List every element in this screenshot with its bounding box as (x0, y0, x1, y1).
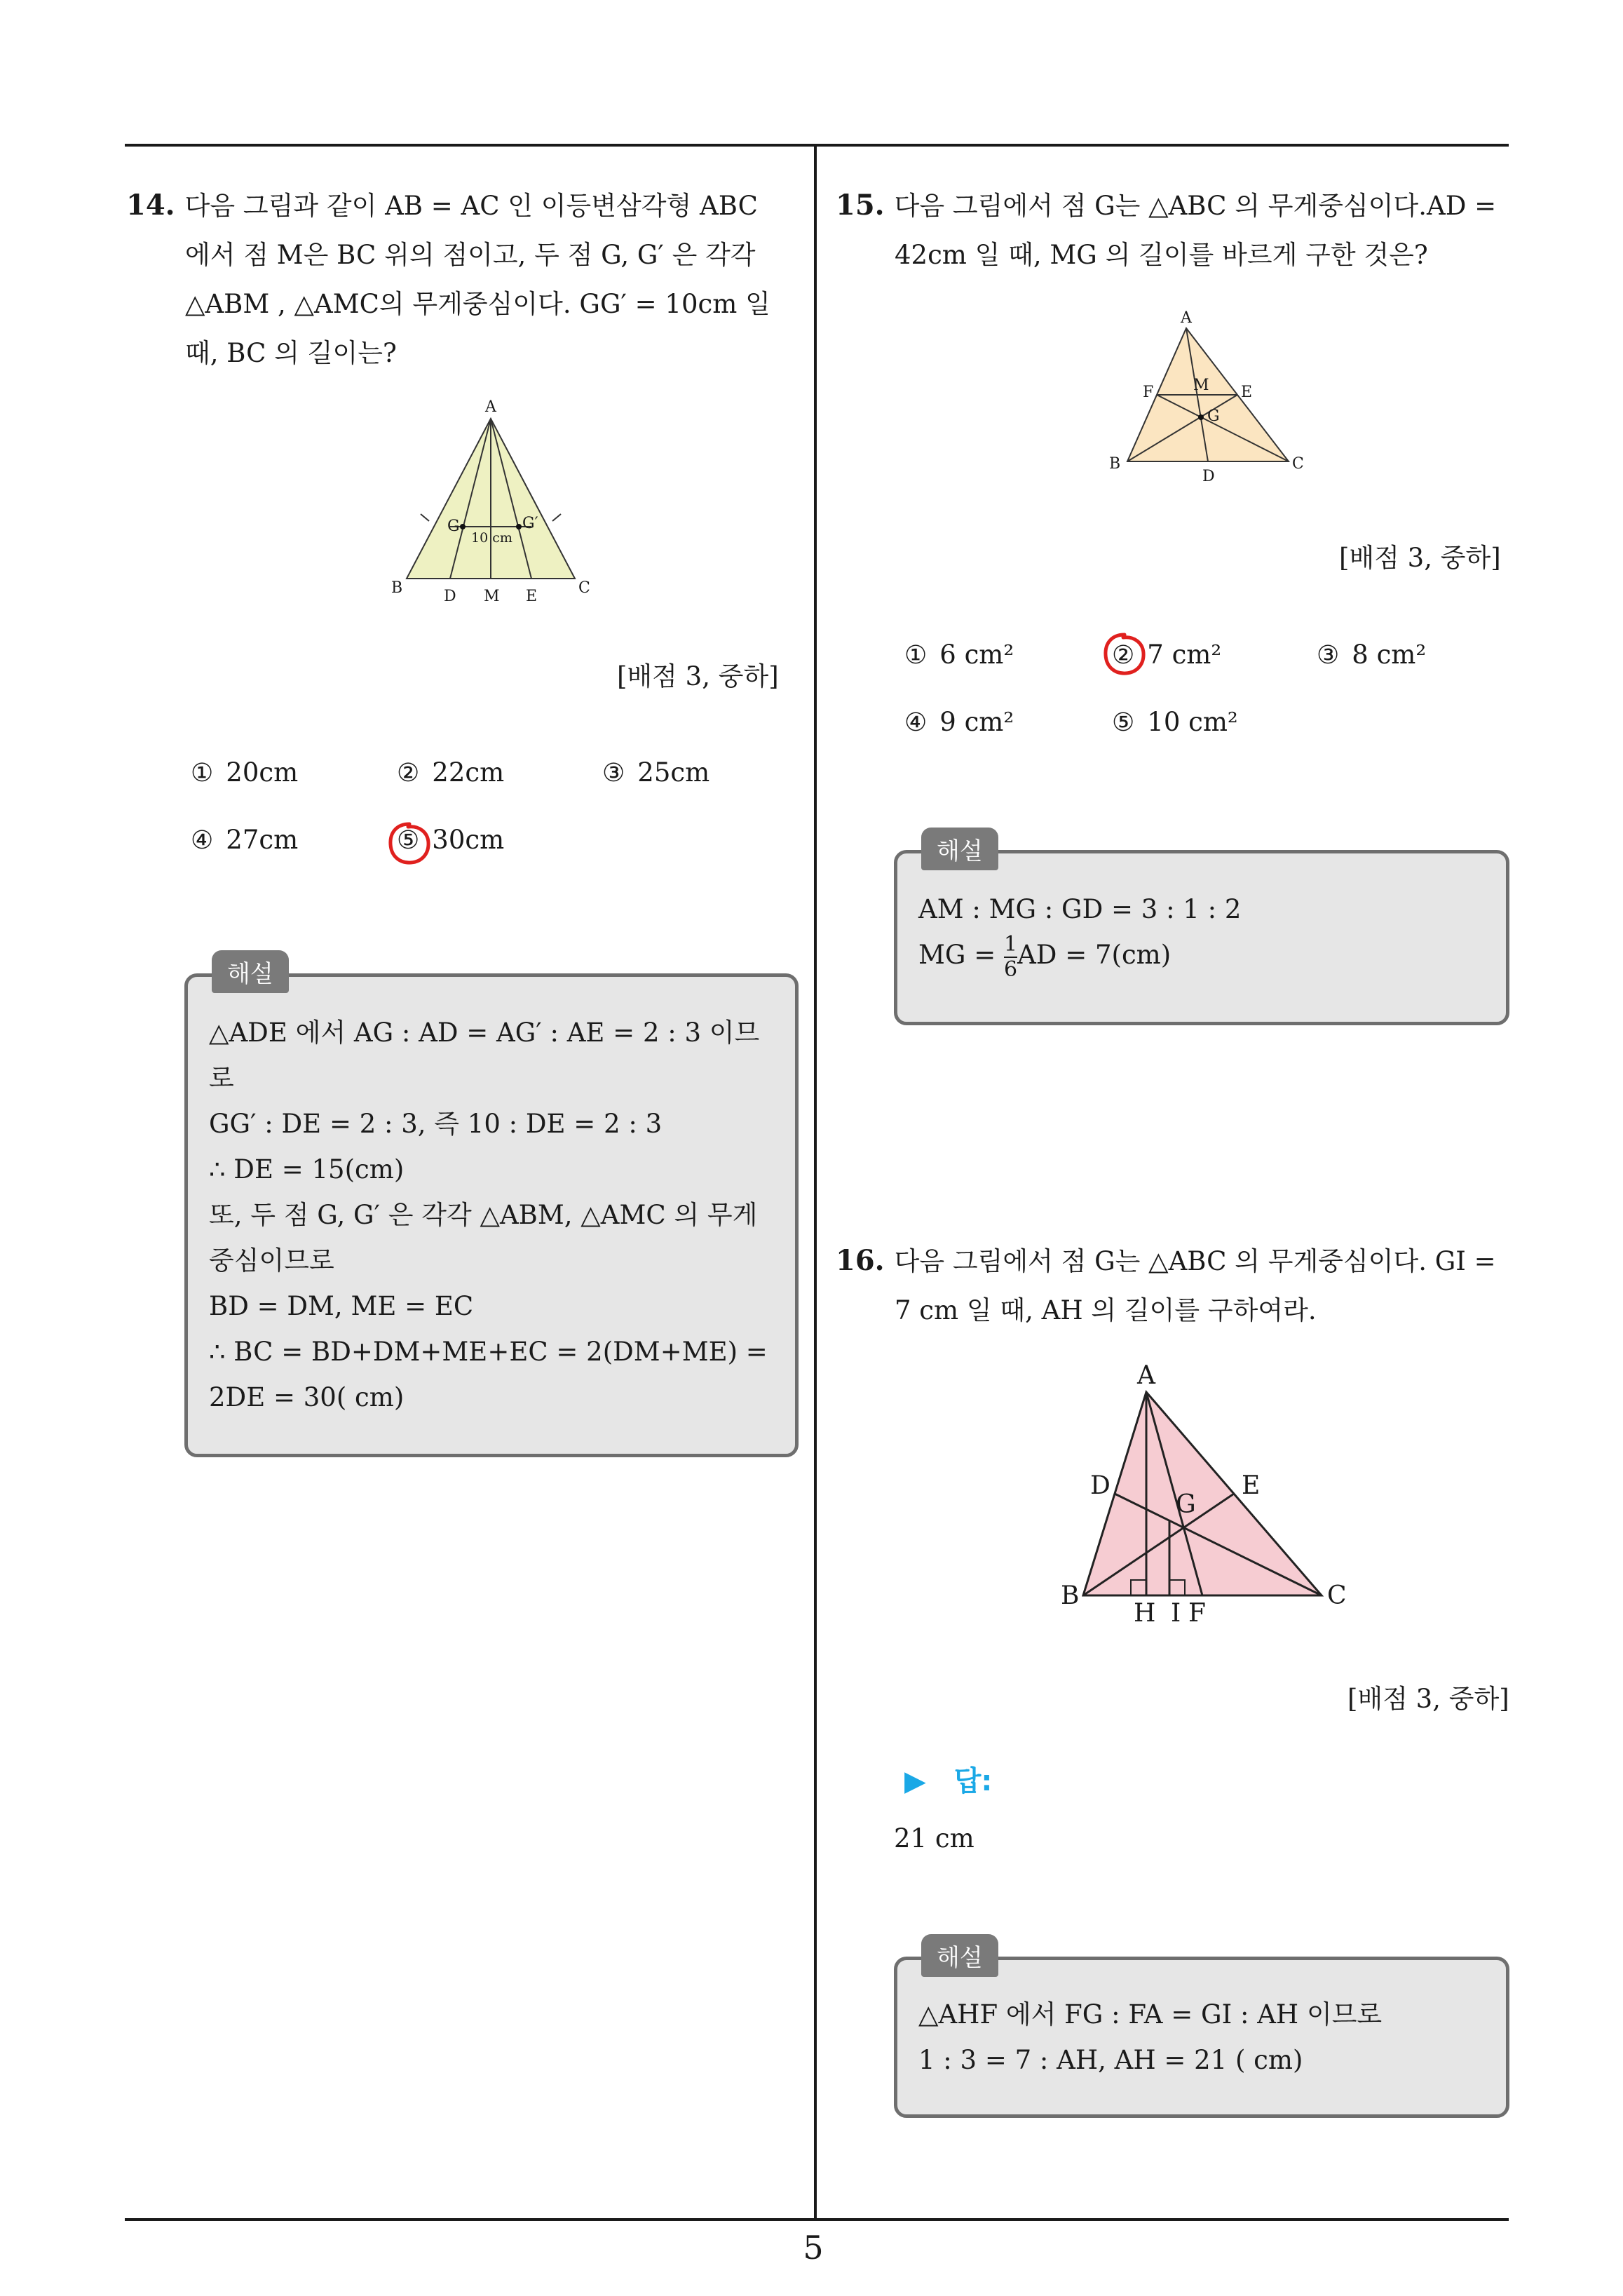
q14-solution-text (209, 1010, 768, 1420)
question-16-score: [배점 3, 중하] (1347, 1684, 1509, 1714)
q16-solution-line: 1 : 3 = 7 : AH, AH = 21 ( cm) (918, 2045, 1303, 2075)
q16-solution-tab: 해설 (921, 1934, 998, 1977)
fig14-label-D: D (444, 588, 456, 605)
q15-choice-5[interactable]: ⑤ 10 cm² (1112, 707, 1238, 737)
q14-solution-line: △ADE 에서 AG : AD = AG′ : AE = 2 : 3 이므 (209, 1018, 760, 1048)
question-14-line4: 때, BC 의 길이는? (185, 338, 397, 368)
fig16-label-B: B (1061, 1581, 1080, 1610)
q15-choice-4[interactable]: ④ 9 cm² (904, 707, 1014, 737)
fig16-label-H: H (1134, 1599, 1156, 1628)
question-15-line1: 다음 그림에서 점 G는 △ABC 의 무게중심이다.AD = (894, 191, 1497, 221)
fig15-label-C: C (1292, 455, 1304, 473)
q14-solution-line: 로 (209, 1063, 234, 1093)
question-16-line1: 다음 그림에서 점 G는 △ABC 의 무게중심이다. GI = (894, 1246, 1496, 1276)
fig14-label-length: 10 cm (471, 530, 512, 546)
q14-solution-line: ∴ BC = BD+DM+ME+EC = 2(DM+ME) = (209, 1337, 768, 1367)
q14-solution-line: ∴ DE = 15(cm) (209, 1154, 405, 1184)
fig15-label-A: A (1181, 309, 1192, 327)
column-divider (814, 144, 817, 2220)
question-16-figure (1048, 1357, 1357, 1637)
question-16-number: 16. (836, 1244, 885, 1277)
question-15-score: [배점 3, 중하] (1339, 543, 1501, 573)
q14-choice-4[interactable]: ④ 27cm (191, 825, 299, 855)
fig14-label-E: E (526, 588, 538, 605)
fig16-label-F: F (1188, 1599, 1206, 1628)
fig14-label-B: B (391, 579, 403, 597)
fig16-label-A: A (1137, 1361, 1155, 1390)
q16-answer: 21 cm (894, 1823, 975, 1853)
fig16-label-G: G (1176, 1490, 1196, 1519)
question-15-figure (1101, 302, 1318, 491)
question-16-line2: 7 cm 일 때, AH 의 길이를 구하여라. (895, 1295, 1317, 1325)
q14-answer-circle-icon (384, 818, 435, 869)
answer-arrow-icon: ▶ (904, 1765, 926, 1797)
question-14 (126, 181, 799, 378)
fig15-label-G: G (1207, 407, 1220, 425)
answer-label: 답: (953, 1765, 993, 1797)
q14-choice-1[interactable]: ① 20cm (191, 757, 299, 788)
fig14-label-M: M (484, 588, 500, 605)
fig14-label-G: G (447, 518, 460, 535)
fig15-label-M: M (1193, 377, 1209, 394)
question-14-line3: △ABM , △AMC의 무게중심이다. GG′ = 10cm 일 (185, 289, 770, 319)
question-14-figure (379, 389, 603, 614)
fig14-label-G2: G′ (522, 515, 538, 532)
fig14-label-C: C (578, 579, 590, 597)
q15-answer-circle-icon (1099, 629, 1150, 680)
fig14-label-A: A (485, 398, 496, 416)
fig15-label-E: E (1241, 384, 1253, 401)
q14-solution-line: BD = DM, ME = EC (209, 1291, 474, 1321)
page-number: 5 (803, 2229, 824, 2267)
question-14-line2: 에서 점 M은 BC 위의 점이고, 두 점 G, G′ 은 각각 (185, 240, 756, 270)
q14-solution-line: GG′ : DE = 2 : 3, 즉 10 : DE = 2 : 3 (209, 1109, 663, 1139)
q15-solution-line2: MG = $\frac{1}{6}$ AD = 7(cm) (918, 931, 1172, 982)
fig16-label-E: E (1242, 1471, 1261, 1500)
fig15-label-F: F (1143, 384, 1154, 401)
q15-fraction: $\frac{1}{6}$ (1003, 931, 1018, 982)
q14-solution-line: 중심이므로 (209, 1245, 334, 1276)
question-15-number: 15. (836, 189, 885, 222)
fig15-label-D: D (1202, 468, 1215, 485)
q14-solution-line: 또, 두 점 G, G′ 은 각각 △ABM, △AMC 의 무게 (209, 1200, 758, 1230)
q15-choice-2[interactable]: ② 7 cm² (1112, 640, 1222, 670)
fig15-label-B: B (1109, 455, 1121, 473)
q16-solution-text (918, 1992, 1382, 2083)
question-14-line1: 다음 그림과 같이 AB = AC 인 이등변삼각형 ABC (184, 191, 758, 221)
q14-solution-tab: 해설 (212, 950, 289, 993)
bottom-rule (125, 2218, 1509, 2221)
q15-solution-line1: AM : MG : GD = 3 : 1 : 2 (918, 894, 1242, 924)
q14-choice-5[interactable]: ⑤ 30cm (397, 825, 505, 855)
question-15-line2: 42cm 일 때, MG 의 길이를 바르게 구한 것은? (895, 240, 1428, 270)
q15-solution-tab: 해설 (921, 828, 998, 870)
question-14-score: [배점 3, 중하] (617, 661, 779, 691)
q14-choice-2[interactable]: ② 22cm (397, 757, 505, 788)
question-14-number: 14. (126, 189, 175, 222)
fig16-label-D: D (1090, 1471, 1111, 1500)
q15-choice-3[interactable]: ③ 8 cm² (1317, 640, 1427, 670)
fig16-label-C: C (1327, 1581, 1347, 1610)
fig16-label-I: I (1171, 1599, 1181, 1628)
q14-choice-3[interactable]: ③ 25cm (602, 757, 710, 788)
q16-answer-header (904, 1759, 992, 1799)
q14-solution-line: 2DE = 30( cm) (209, 1382, 405, 1412)
q16-solution-line: △AHF 에서 FG : FA = GI : AH 이므로 (918, 1999, 1383, 2030)
triangle-abc-16 (1083, 1392, 1322, 1595)
q15-solution-text (918, 886, 1241, 982)
q15-choice-1[interactable]: ① 6 cm² (904, 640, 1014, 670)
question-16 (836, 1236, 1509, 1335)
top-rule (125, 144, 1509, 147)
question-15 (836, 181, 1509, 280)
